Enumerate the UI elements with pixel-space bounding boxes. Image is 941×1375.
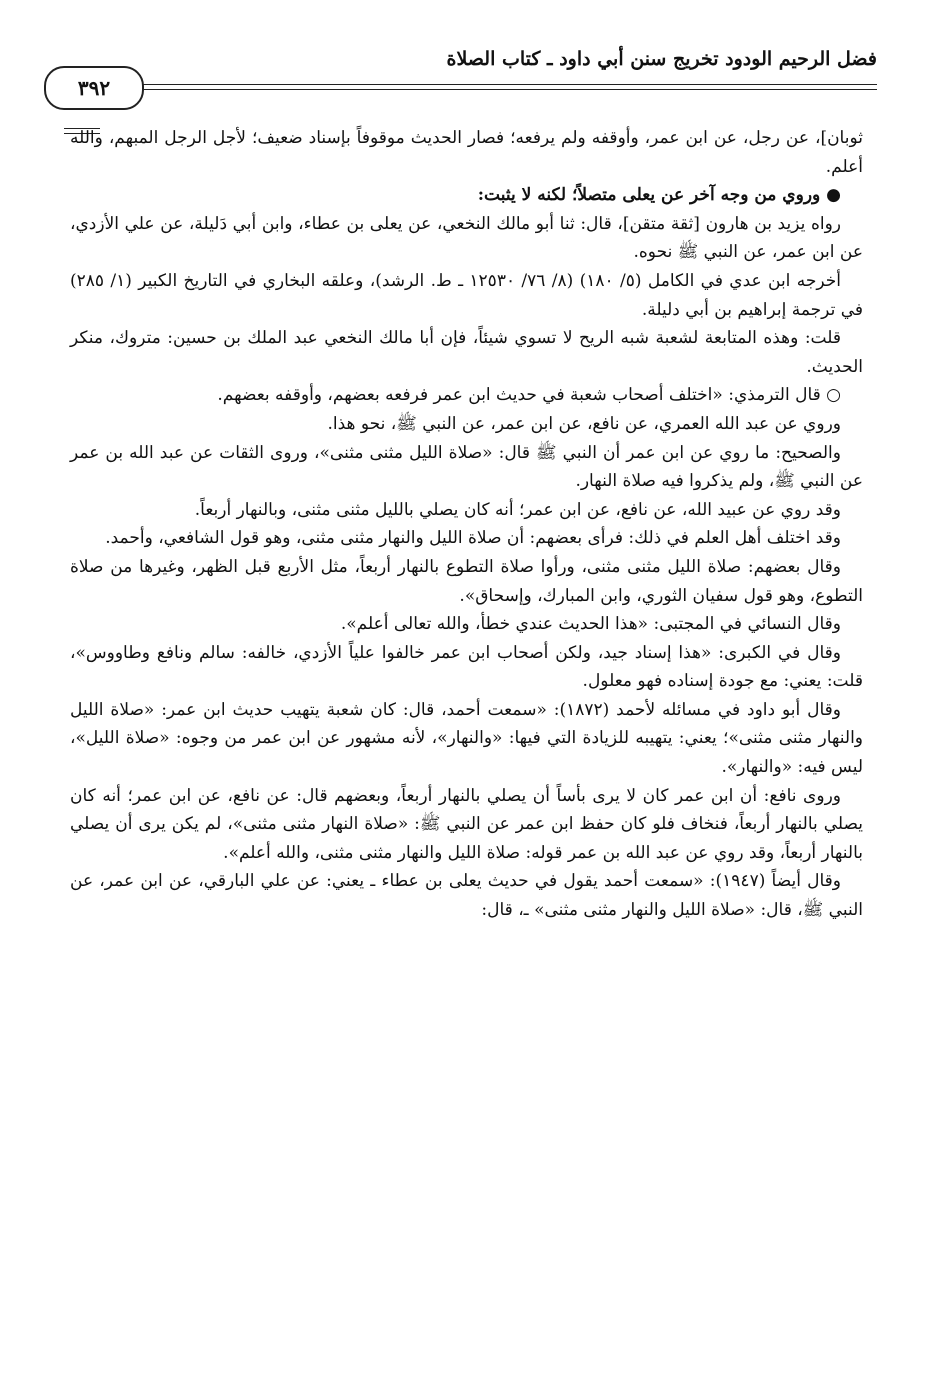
paragraph: وقال النسائي في المجتبى: «هذا الحديث عندي خطأ، والله تعالى أعلم». bbox=[340, 614, 841, 635]
paragraph: وقال في الكبرى: «هذا إسناد جيد، ولكن أصحاب ابن عمر خالفوا علياً الأزدي، خالفه: سالم ونافع وطاووس»، قلت: يعني: مع جودة إسناده فهو معلول. bbox=[70, 642, 863, 692]
paragraph: وقال أيضاً (١٩٤٧): «سمعت أحمد يقول في حديث يعلى بن عطاء ـ يعني: عن علي البارقي، عن ابن عمر، عن النبي ﷺ، قال: «صلاة الليل والنهار مثنى مثنى» ـ، قال: bbox=[70, 871, 863, 921]
header-rule bbox=[64, 84, 877, 85]
header-rule-thin bbox=[64, 89, 877, 90]
paragraph: وقال أبو داود في مسائله لأحمد (١٨٧٢): «سمعت أحمد، قال: كان شعبة يتهيب حديث ابن عمر: «صلاة الليل والنهار مثنى مثنى»؛ يعني: يتهيبه للزيادة التي فيها: «والنهار»، لأنه مشهور عن ابن عمر من وجوه: «صلاة الليل»، ليس فيه: «والنهار». bbox=[70, 699, 863, 778]
paragraph: أخرجه ابن عدي في الكامل (٥/ ١٨٠) (٨/ ٧٦/ ١٢٥٣٠ ـ ط. الرشد)، وعلقه البخاري في التاريخ الكبير (١/ ٢٨٥) في ترجمة إبراهيم بن أبي دليلة. bbox=[70, 270, 863, 320]
running-header bbox=[64, 48, 877, 118]
paragraph: قلت: وهذه المتابعة لشعبة شبه الريح لا تسوي شيئاً، فإن أبا مالك النخعي عبد الملك بن حسين: متروك، منكر الحديث. bbox=[70, 328, 863, 377]
book-title: فضل الرحيم الودود تخريج سنن أبي داود ـ كتاب الصلاة bbox=[446, 48, 877, 70]
paragraph: وقد روي عن عبيد الله، عن نافع، عن ابن عمر؛ أنه كان يصلي بالليل مثنى مثنى، وبالنهار أربعاً. bbox=[194, 499, 841, 520]
paragraph: رواه يزيد بن هارون [ثقة متقن]، قال: ثنا أبو مالك النخعي، عن يعلى بن عطاء، وابن أبي دَليلة، عن علي الأزدي، عن ابن عمر، عن النبي ﷺ نحوه. bbox=[70, 213, 863, 263]
paragraph: ثوبان]، عن رجل، عن ابن عمر، وأوقفه ولم يرفعه؛ فصار الحديث موقوفاً بإسناد ضعيف؛ لأجل الرجل المبهم، والله أعلم. bbox=[70, 128, 863, 177]
paragraph: وروي عن عبد الله العمري، عن نافع، عن ابن عمر، عن النبي ﷺ، نحو هذا. bbox=[327, 413, 841, 434]
page-body bbox=[70, 124, 863, 925]
paragraph: وروى نافع: أن ابن عمر كان لا يرى بأساً أن يصلي بالنهار أربعاً، وبعضهم قال: عن نافع، عن ابن عمر؛ أنه كان يصلي بالنهار أربعاً، فنخاف فلو كان حفظ ابن عمر عن النبي ﷺ: «صلاة النهار مثنى مثنى»، لم يكن يرى أن يصلي بالنهار أربعاً، وقد روي عن عبد الله بن عمر قوله: صلاة الليل والنهار مثنى مثنى، والله أعلم». bbox=[70, 785, 863, 863]
paragraph: وقد اختلف أهل العلم في ذلك: فرأى بعضهم: أن صلاة الليل والنهار مثنى مثنى، وهو قول الشافعي، وأحمد. bbox=[105, 528, 841, 549]
paragraph: ○ قال الترمذي: «اختلف أصحاب شعبة في حديث ابن عمر فرفعه بعضهم، وأوقفه بعضهم. bbox=[217, 385, 841, 406]
paragraph: وقال بعضهم: صلاة الليل مثنى مثنى، ورأوا صلاة التطوع بالنهار أربعاً، مثل الأربع قبل الظهر، وغيرها من صلاة التطوع، وهو قول سفيان الثوري، وابن المبارك، وإسحاق». bbox=[70, 556, 863, 606]
section-heading: ● وروي من وجه آخر عن يعلى متصلاً؛ لكنه لا يثبت: bbox=[477, 185, 841, 206]
paragraph: والصحيح: ما روي عن ابن عمر أن النبي ﷺ قال: «صلاة الليل مثنى مثنى»، وروى الثقات عن عبد الله بن عمر عن النبي ﷺ، ولم يذكروا فيه صلاة النهار. bbox=[70, 442, 863, 492]
page-number: ٣٩٢ bbox=[44, 66, 144, 110]
